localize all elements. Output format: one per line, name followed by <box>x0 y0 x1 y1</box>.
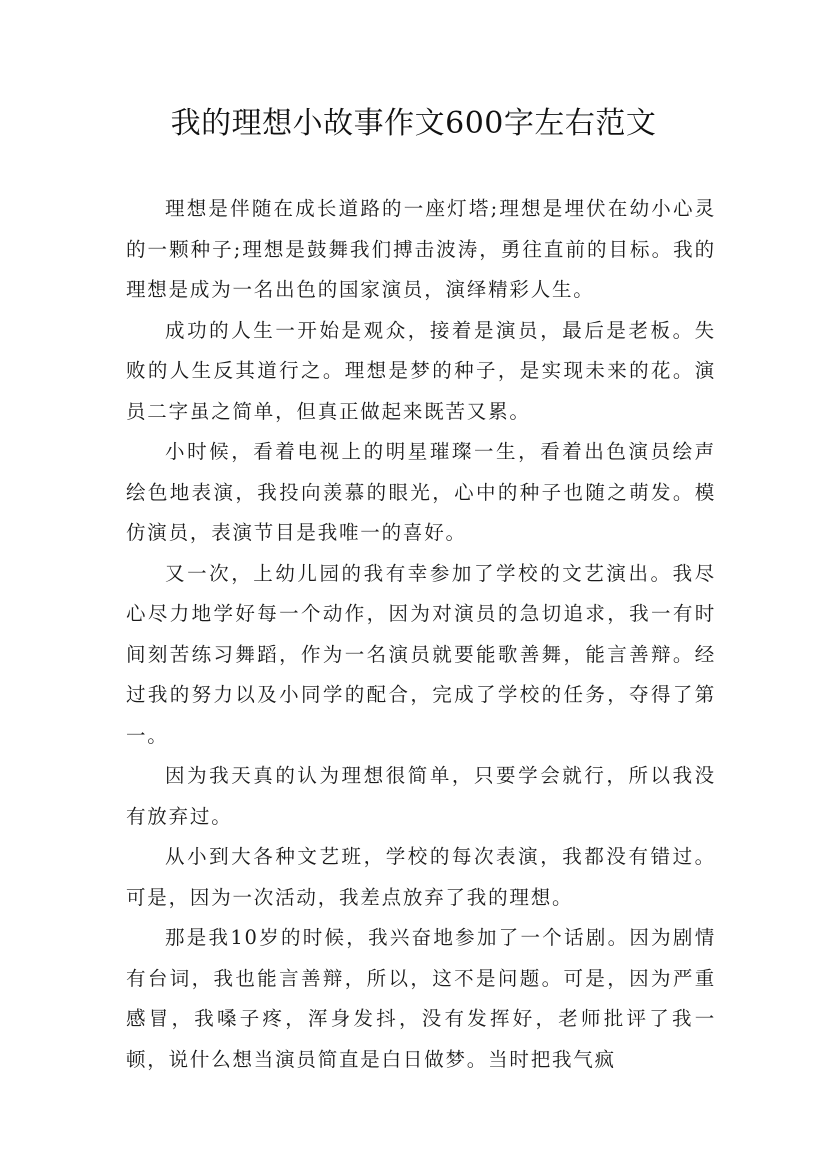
document-body <box>126 189 716 1080</box>
paragraph: 小时候，看着电视上的明星璀璨一生，看着出色演员绘声绘色地表演，我投向羡慕的眼光，心中的种子也随之萌发。模仿演员，表演节目是我唯一的喜好。 <box>126 440 716 544</box>
paragraph: 那是我10岁的时候，我兴奋地参加了一个话剧。因为剧情有台词，我也能言善辩，所以，这不是问题。可是，因为严重感冒，我嗓子疼，浑身发抖，没有发挥好，老师批评了我一顿，说什么想当演员简直是白日做梦。当时把我气疯 <box>126 926 716 1071</box>
paragraph: 成功的人生一开始是观众，接着是演员，最后是老板。失败的人生反其道行之。理想是梦的种子，是实现未来的花。演员二字虽之简单，但真正做起来既苦又累。 <box>126 318 716 423</box>
document-title: 我的理想小故事作文600字左右范文 <box>170 106 657 141</box>
paragraph: 因为我天真的认为理想很简单，只要学会就行，所以我没有放弃过。 <box>126 764 716 828</box>
paragraph: 又一次，上幼儿园的我有幸参加了学校的文艺演出。我尽心尽力地学好每一个动作，因为对演员的急切追求，我一有时间刻苦练习舞蹈，作为一名演员就要能歌善舞，能言善辩。经过我的努力以及小同学的配合，完成了学校的任务，夺得了第一。 <box>126 561 716 747</box>
paragraph: 理想是伴随在成长道路的一座灯塔;理想是埋伏在幼小心灵的一颗种子;理想是鼓舞我们搏击波涛，勇往直前的目标。我的理想是成为一名出色的国家演员，演绎精彩人生。 <box>126 197 716 301</box>
paragraph: 从小到大各种文艺班，学校的每次表演，我都没有错过。可是，因为一次活动，我差点放弃了我的理想。 <box>126 845 716 909</box>
